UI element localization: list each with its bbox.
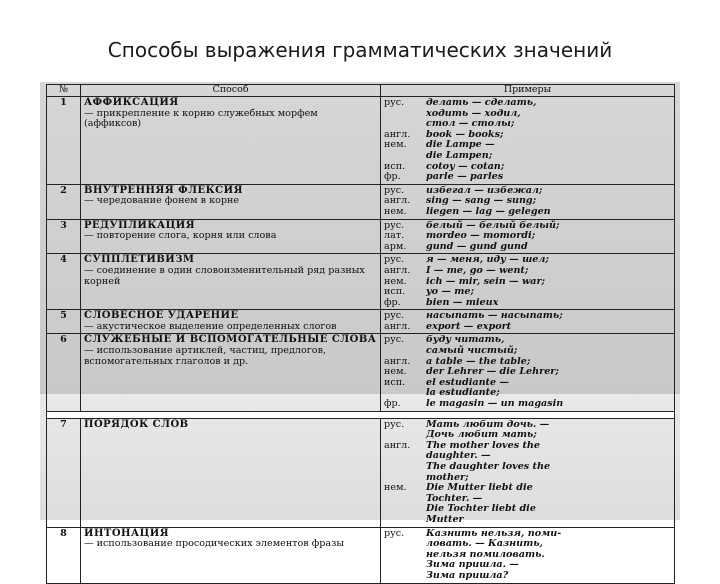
example-line	[384, 172, 671, 183]
examples-cell	[381, 184, 675, 219]
method-description: — повторение слога, корня или слова	[84, 230, 277, 242]
example-line	[384, 462, 671, 473]
example-language: фр.	[384, 398, 401, 410]
method-cell	[81, 184, 381, 219]
slide-title: Способы выражения грамматических значений	[107, 38, 613, 62]
table-row	[47, 418, 675, 527]
example-language: фр.	[384, 171, 401, 183]
method-name: СЛУЖЕБНЫЕ И ВСПОМОГАТЕЛЬНЫЕ СЛОВА	[84, 334, 377, 346]
header-method: Способ	[81, 85, 381, 97]
example-text: cotoy — cotan;	[426, 160, 505, 172]
example-language: англ.	[384, 128, 411, 140]
example-text: le magasin — un magasin	[426, 398, 564, 410]
example-text: el estudiante —	[426, 376, 510, 388]
example-text: book — books;	[426, 128, 504, 140]
example-language	[384, 571, 426, 582]
example-language: исп.	[384, 286, 406, 298]
example-language: рус.	[384, 310, 405, 322]
example-language	[384, 451, 426, 462]
example-text: a table — the table;	[426, 355, 531, 367]
example-text: bien — mieux	[426, 296, 499, 308]
table-body	[47, 97, 675, 584]
method-name: СУППЛЕТИВИЗМ	[84, 254, 195, 266]
method-cell	[81, 418, 381, 527]
example-language: исп.	[384, 376, 406, 388]
examples-cell	[381, 527, 675, 583]
table-row	[47, 310, 675, 334]
example-language: рус.	[384, 527, 405, 539]
example-line	[384, 266, 671, 277]
example-text: Зима пришла?	[426, 569, 509, 581]
example-language: англ.	[384, 320, 411, 332]
example-language	[384, 539, 426, 550]
row-number: 6	[47, 334, 81, 411]
method-name: ВНУТРЕННЯЯ ФЛЕКСИЯ	[84, 184, 243, 196]
method-name: СЛОВЕСНОЕ УДАРЕНИЕ	[84, 310, 239, 322]
example-text: parle — parles	[426, 171, 504, 183]
example-line	[384, 298, 671, 309]
example-text: mordeo — momordi;	[426, 230, 536, 242]
example-language: рус.	[384, 219, 405, 231]
example-text: mother;	[426, 471, 469, 483]
row-number: 3	[47, 219, 81, 254]
example-language: англ.	[384, 264, 411, 276]
table-row	[47, 97, 675, 185]
example-language	[384, 550, 426, 561]
example-text: Казнить нельзя, поми-	[426, 527, 562, 539]
example-language	[384, 462, 426, 473]
example-line	[384, 571, 671, 582]
example-language	[384, 515, 426, 526]
example-text: I — me, go — went;	[426, 264, 529, 276]
example-text: Зима пришла. —	[426, 559, 519, 571]
example-language: фр.	[384, 296, 401, 308]
example-language: рус.	[384, 334, 405, 346]
example-language	[384, 504, 426, 515]
example-text: избегал — избежал;	[426, 184, 543, 196]
header-examples: Примеры	[381, 85, 675, 97]
method-name: ПОРЯДОК СЛОВ	[84, 418, 189, 430]
example-text: самый чистый;	[426, 345, 518, 357]
table-row	[47, 254, 675, 310]
row-number: 8	[47, 527, 81, 583]
example-text: yo — me;	[426, 286, 475, 298]
example-text: белый — белый белый;	[426, 219, 560, 231]
examples-cell	[381, 254, 675, 310]
example-line	[384, 98, 671, 109]
table-row	[47, 219, 675, 254]
example-line	[384, 399, 671, 410]
example-text: gund — gund gund	[426, 240, 528, 252]
example-language: рус.	[384, 254, 405, 266]
examples-cell	[381, 334, 675, 411]
example-language: англ.	[384, 355, 411, 367]
example-text: die Lampe —	[426, 139, 495, 151]
example-language	[384, 151, 426, 162]
method-description: — акустическое выделение определенных слогов	[84, 320, 337, 332]
example-text: The mother loves the	[426, 439, 540, 451]
example-text: Tochter. —	[426, 492, 483, 504]
example-text: нельзя помиловать.	[426, 548, 545, 560]
row-number: 2	[47, 184, 81, 219]
example-text: стол — столы;	[426, 118, 515, 130]
example-text: Дочь любит мать;	[426, 429, 537, 441]
examples-cell	[381, 310, 675, 334]
method-cell	[81, 527, 381, 583]
method-cell	[81, 97, 381, 185]
example-text: я — меня, иду — шел;	[426, 254, 549, 266]
example-text: делать — сделать,	[426, 97, 537, 108]
example-language: рус.	[384, 97, 405, 108]
examples-cell	[381, 97, 675, 185]
method-cell	[81, 254, 381, 310]
example-text: ходить — ходил,	[426, 107, 521, 119]
example-text: Die Mutter liebt die	[426, 482, 533, 494]
row-number: 4	[47, 254, 81, 310]
example-language: рус.	[384, 184, 405, 196]
example-text: der Lehrer — die Lehrer;	[426, 366, 559, 378]
example-text: export — export	[426, 320, 512, 332]
example-text: sing — sang — sung;	[426, 195, 537, 207]
example-line	[384, 151, 671, 162]
method-description: — использование артиклей, частиц, предлогов, вспомогательных глаголов и др.	[84, 345, 327, 367]
table-row	[47, 184, 675, 219]
example-text: ловать. — Казнить,	[426, 538, 543, 550]
grammar-methods-table	[46, 84, 675, 584]
method-name: АФФИКСАЦИЯ	[84, 97, 179, 108]
method-name: ИНТОНАЦИЯ	[84, 527, 170, 539]
example-text: la estudiante;	[426, 387, 500, 399]
example-language: исп.	[384, 160, 406, 172]
table-header-row	[47, 85, 675, 97]
example-text: daughter. —	[426, 450, 491, 462]
example-text: Мать любит дочь. —	[426, 418, 550, 430]
example-language: рус.	[384, 418, 405, 430]
example-language: нем.	[384, 275, 407, 287]
method-cell	[81, 334, 381, 411]
example-language: нем.	[384, 482, 407, 494]
example-language: лат.	[384, 230, 405, 242]
method-description: — прикрепление к корню служебных морфем (аффиксов)	[84, 107, 318, 130]
example-text: The daughter loves the	[426, 461, 551, 472]
examples-cell	[381, 219, 675, 254]
example-language: англ.	[384, 195, 411, 207]
method-description: — использование просодических элементов фразы	[84, 538, 345, 550]
example-language	[384, 494, 426, 505]
example-text: Die Tochter liebt die	[426, 503, 536, 515]
row-number: 7	[47, 418, 81, 527]
method-cell	[81, 310, 381, 334]
header-num: №	[47, 85, 81, 97]
method-name: РЕДУПЛИКАЦИЯ	[84, 219, 196, 231]
example-text: Mutter	[426, 513, 464, 525]
examples-cell	[381, 418, 675, 527]
method-cell	[81, 219, 381, 254]
example-language: нем.	[384, 366, 407, 378]
example-language: нем.	[384, 139, 407, 151]
table-row	[47, 334, 675, 411]
scanned-table-image	[40, 82, 680, 581]
table-row	[47, 527, 675, 583]
example-line	[384, 242, 671, 253]
example-language	[384, 560, 426, 571]
example-line	[384, 322, 671, 333]
example-text: liegen — lag — gelegen	[426, 205, 551, 217]
example-language: англ.	[384, 439, 411, 451]
example-language: арм.	[384, 240, 407, 252]
scan-page-break	[47, 411, 675, 418]
example-language	[384, 109, 426, 120]
example-text: ich — mir, sein — war;	[426, 275, 546, 287]
example-line	[384, 207, 671, 218]
example-text: насыпать — насыпать;	[426, 310, 563, 322]
example-line	[384, 515, 671, 526]
example-text: die Lampen;	[426, 149, 493, 161]
method-description: — чередование фонем в корне	[84, 195, 240, 207]
example-text: буду читать,	[426, 334, 505, 346]
method-description: — соединение в один словоизменительный ряд разных корней	[84, 264, 365, 287]
example-language: нем.	[384, 205, 407, 217]
row-number: 1	[47, 97, 81, 185]
row-number: 5	[47, 310, 81, 334]
